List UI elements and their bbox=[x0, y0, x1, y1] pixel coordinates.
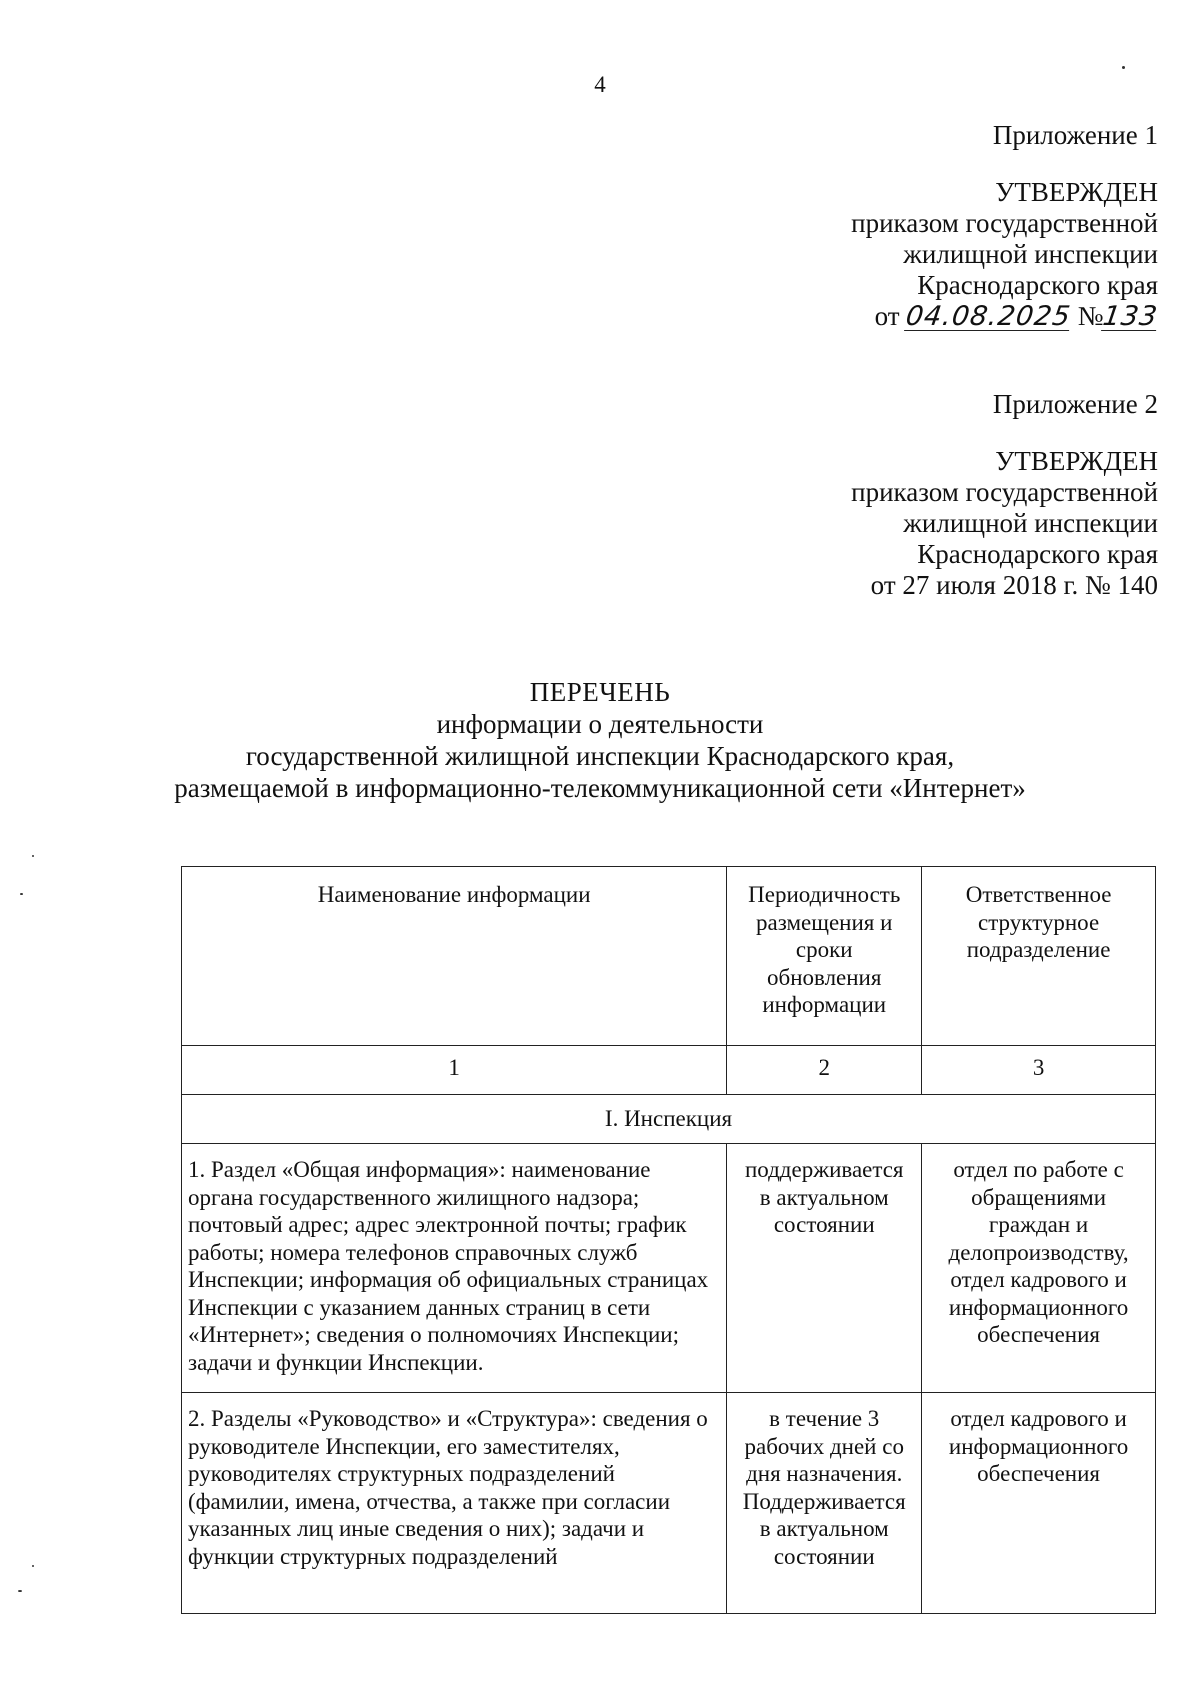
description-line: органа государственного жилищного надзора; bbox=[188, 1184, 640, 1210]
period-line: в актуальном bbox=[759, 1184, 889, 1210]
description-line: почтовый адрес; адрес электронной почты; график bbox=[188, 1212, 687, 1237]
annex1-line1: приказом государственной bbox=[851, 208, 1158, 238]
page-number: 4 bbox=[594, 72, 606, 97]
description-line: Инспекции с указанием данных страниц в сети bbox=[188, 1294, 651, 1320]
annex1-order-ref bbox=[874, 301, 1161, 332]
title-main: ПЕРЕЧЕНЬ bbox=[529, 677, 671, 707]
annex1-line3: Краснодарского края bbox=[917, 270, 1158, 300]
annex1-date-handwritten: 04.08.2025 bbox=[904, 301, 1074, 332]
description-line: Инспекции; информация об официальных страницах bbox=[188, 1267, 709, 1292]
scan-speck bbox=[32, 1565, 34, 1567]
period-line: состоянии bbox=[773, 1212, 875, 1237]
header-period-line: сроки bbox=[795, 937, 853, 962]
row-department bbox=[922, 1144, 1156, 1393]
annex2-line2: жилищной инспекции bbox=[903, 508, 1158, 538]
table-header-row bbox=[182, 867, 1156, 1046]
scan-speck bbox=[32, 855, 34, 857]
row-period bbox=[727, 1144, 922, 1393]
period-line: в актуальном bbox=[759, 1516, 889, 1541]
department-line: отдел кадрового и bbox=[950, 1267, 1127, 1292]
annex1-number-handwritten: 133 bbox=[1101, 301, 1161, 332]
period-line: состоянии bbox=[773, 1543, 875, 1569]
annex1-label: Приложение 1 bbox=[992, 120, 1158, 150]
row-period bbox=[727, 1393, 922, 1614]
header-department bbox=[922, 867, 1156, 1046]
annex1-line2: жилищной инспекции bbox=[903, 239, 1158, 269]
annex1-number-prefix: № bbox=[1077, 301, 1104, 331]
description-line: указанных лиц иные сведения о них); задачи и bbox=[188, 1516, 645, 1541]
header-period-line: обновления bbox=[767, 964, 882, 990]
annex1-approved: УТВЕРЖДЕН bbox=[995, 177, 1158, 207]
department-line: обеспечения bbox=[977, 1461, 1100, 1486]
header-department-line: Ответственное bbox=[965, 882, 1112, 907]
description-line: «Интернет»; сведения о полномочиях Инспекции; bbox=[188, 1322, 679, 1347]
department-line: делопроизводству, bbox=[948, 1239, 1129, 1265]
header-department-line: подразделение bbox=[966, 937, 1111, 962]
department-line: обеспечения bbox=[977, 1322, 1100, 1347]
row-description bbox=[182, 1144, 727, 1393]
section-heading: I. Инспекция bbox=[182, 1095, 1156, 1144]
column-number: 2 bbox=[727, 1046, 922, 1095]
period-line: Поддерживается bbox=[742, 1488, 906, 1514]
department-line: информационного bbox=[948, 1433, 1129, 1459]
column-number: 3 bbox=[922, 1046, 1156, 1095]
department-line: отдел по работе с bbox=[953, 1157, 1124, 1182]
description-line: (фамилии, имена, отчества, а также при согласии bbox=[188, 1488, 671, 1514]
row-description bbox=[182, 1393, 727, 1614]
annex2-label: Приложение 2 bbox=[992, 389, 1158, 419]
header-department-line: структурное bbox=[978, 909, 1100, 935]
scan-speck bbox=[18, 1590, 22, 1592]
annex2-line3: Краснодарского края bbox=[917, 539, 1158, 569]
department-line: граждан и bbox=[988, 1212, 1089, 1237]
department-line: информационного bbox=[948, 1294, 1129, 1320]
description-line: руководителе Инспекции, его заместителях, bbox=[188, 1433, 620, 1459]
description-line: руководителях структурных подразделений bbox=[188, 1461, 615, 1486]
annex1-date-prefix: от bbox=[874, 301, 900, 331]
document-title bbox=[0, 676, 1200, 804]
header-period-line: размещения и bbox=[756, 909, 893, 935]
annex2-line4: от 27 июля 2018 г. № 140 bbox=[870, 570, 1158, 600]
annex2-approved: УТВЕРЖДЕН bbox=[995, 446, 1158, 476]
period-line: поддерживается bbox=[744, 1157, 904, 1182]
header-period-line: Периодичность bbox=[748, 882, 901, 907]
department-line: отдел кадрового и bbox=[950, 1406, 1127, 1431]
scan-speck bbox=[20, 893, 23, 895]
description-line: 2. Разделы «Руководство» и «Структура»: сведения о bbox=[188, 1406, 708, 1431]
row-department bbox=[922, 1393, 1156, 1614]
title-line3: размещаемой в информационно-телекоммуникационной сети «Интернет» bbox=[174, 773, 1026, 803]
description-line: функции структурных подразделений bbox=[188, 1543, 558, 1569]
period-line: рабочих дней со bbox=[744, 1433, 904, 1459]
header-period bbox=[727, 867, 922, 1046]
annex2-block bbox=[851, 389, 1158, 601]
department-line: обращениями bbox=[971, 1184, 1107, 1210]
title-line1: информации о деятельности bbox=[436, 709, 764, 739]
annex2-line1: приказом государственной bbox=[851, 477, 1158, 507]
column-number: 1 bbox=[182, 1046, 727, 1095]
title-line2: государственной жилищной инспекции Краснодарского края, bbox=[245, 741, 955, 771]
information-table bbox=[181, 866, 1156, 1614]
description-line: работы; номера телефонов справочных служб bbox=[188, 1239, 638, 1265]
description-line: задачи и функции Инспекции. bbox=[188, 1349, 484, 1375]
period-line: в течение 3 bbox=[769, 1406, 880, 1431]
header-name-text: Наименование информации bbox=[317, 882, 591, 907]
annex1-block bbox=[851, 120, 1161, 332]
section-row bbox=[182, 1095, 1156, 1144]
table-row bbox=[182, 1393, 1156, 1614]
scan-speck bbox=[1122, 66, 1125, 69]
table-row bbox=[182, 1144, 1156, 1393]
column-number-row bbox=[182, 1046, 1156, 1095]
header-name bbox=[182, 867, 727, 1046]
header-period-line: информации bbox=[762, 992, 887, 1017]
description-line: 1. Раздел «Общая информация»: наименование bbox=[188, 1157, 651, 1182]
period-line: дня назначения. bbox=[746, 1461, 903, 1486]
